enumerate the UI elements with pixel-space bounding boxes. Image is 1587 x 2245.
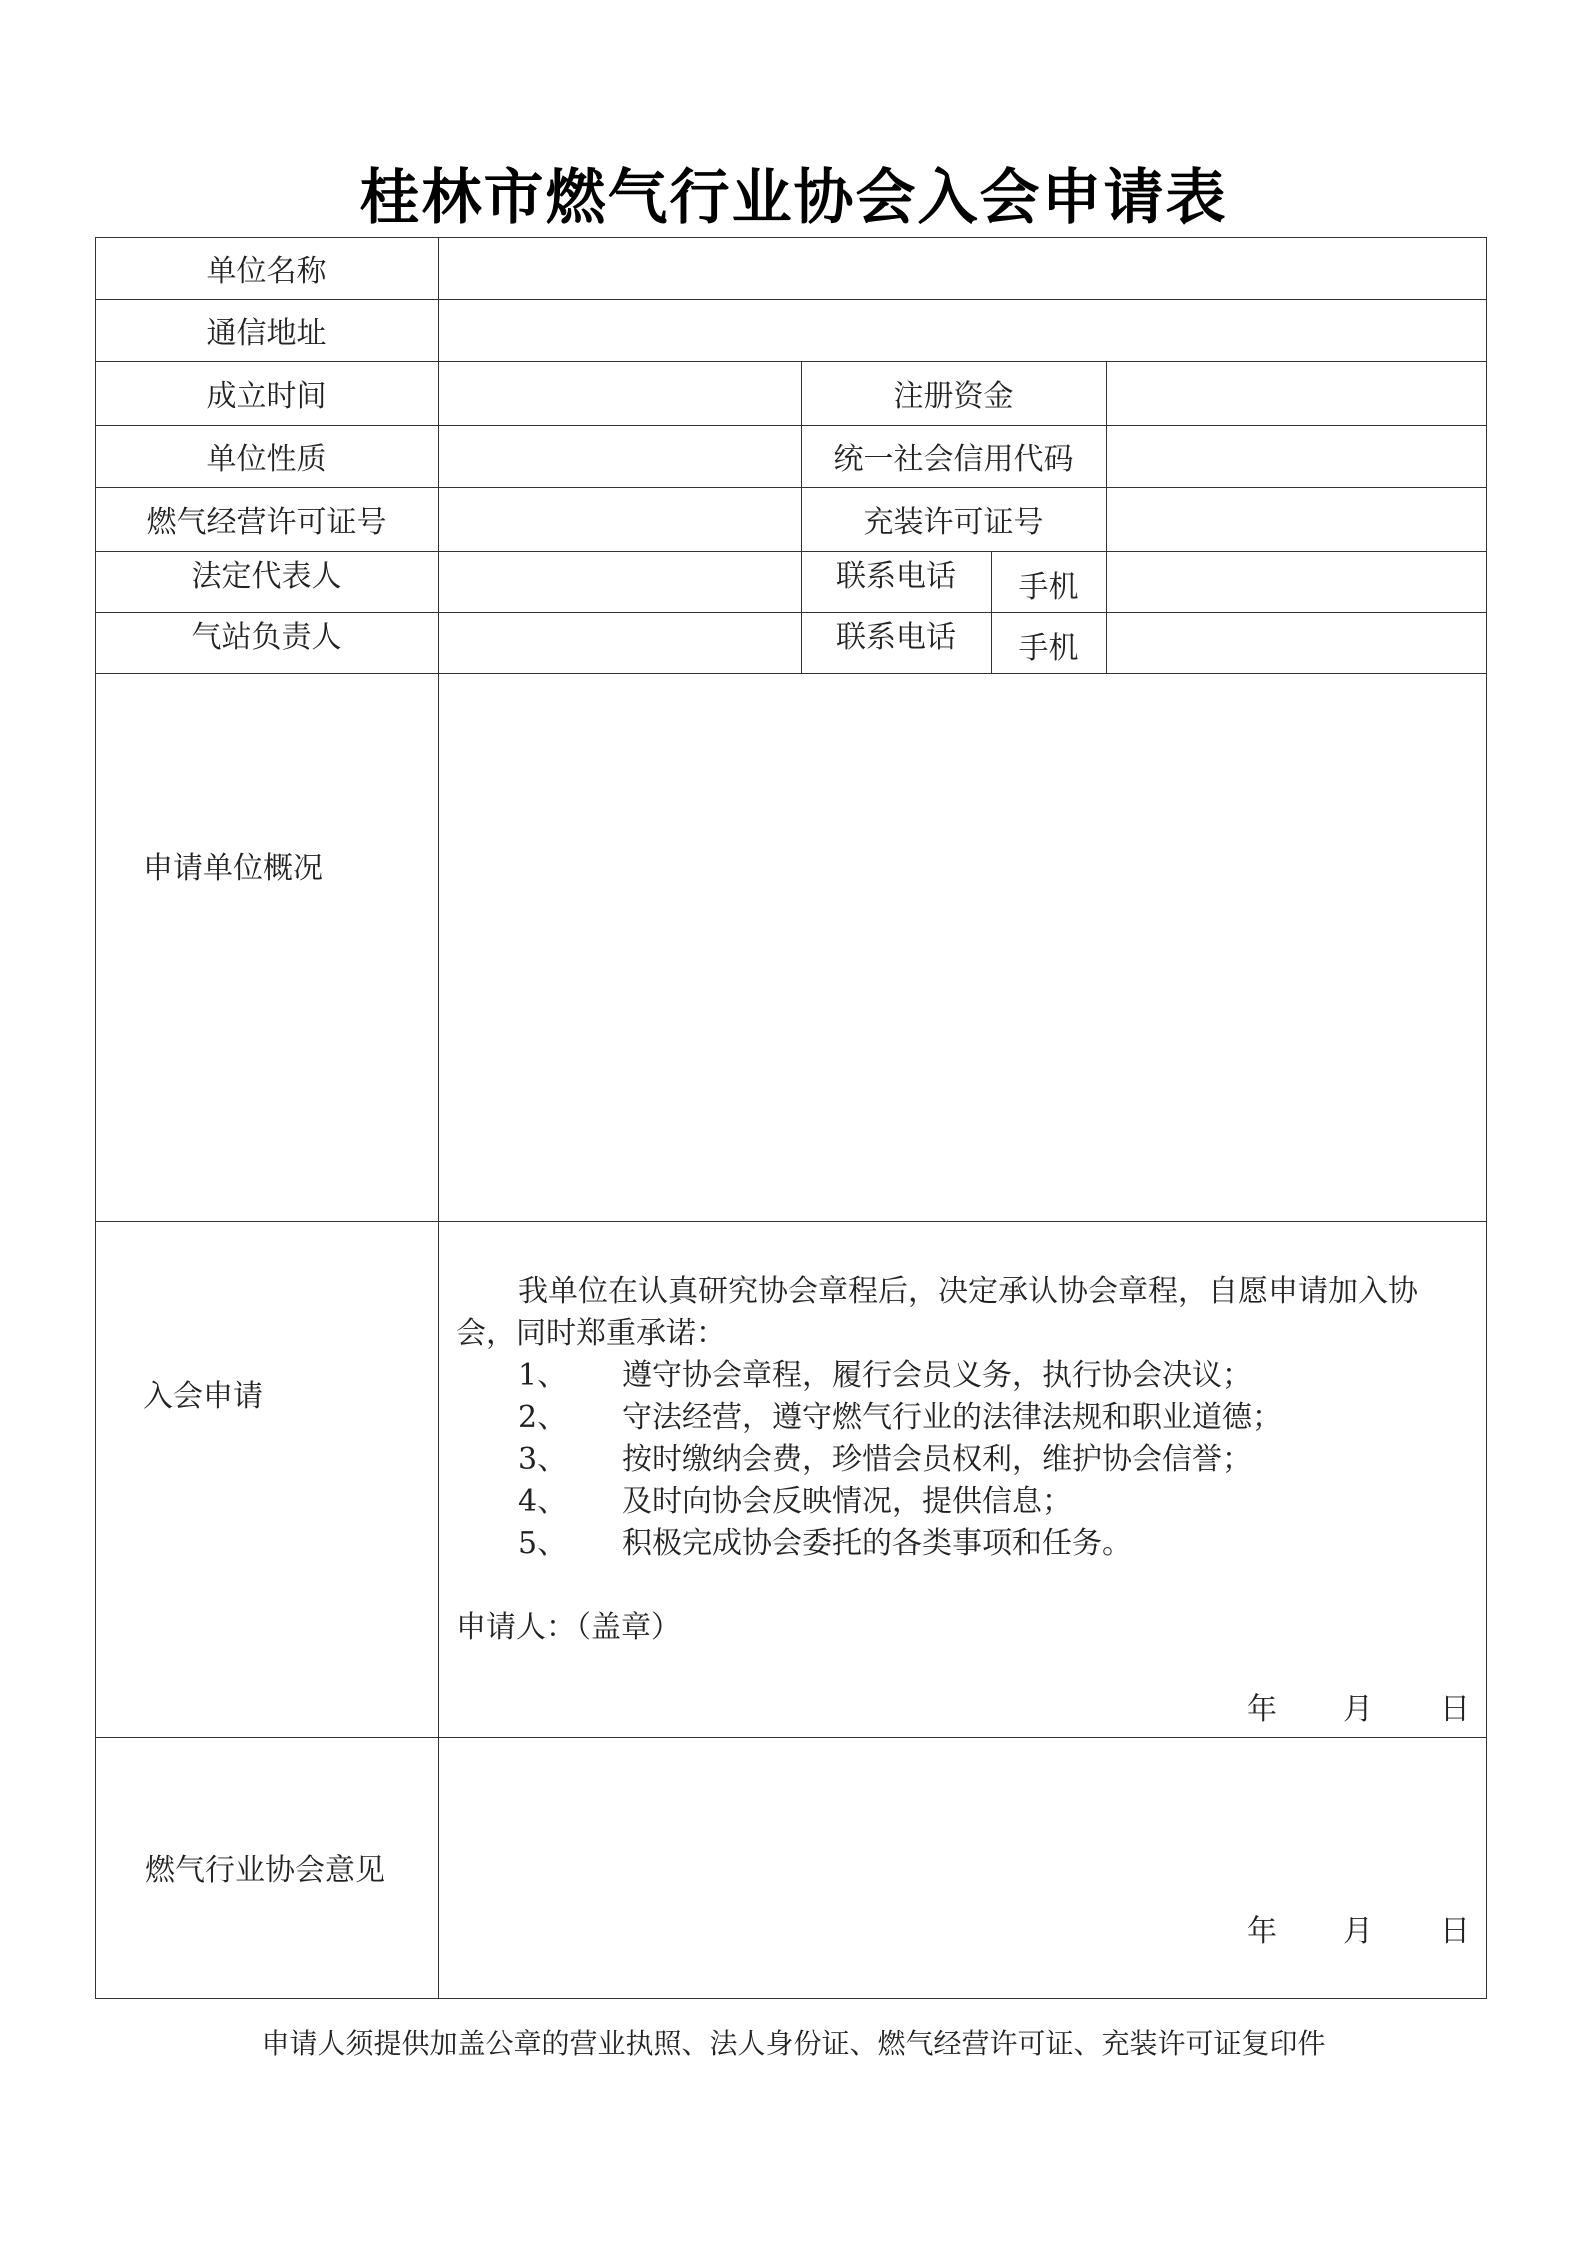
- commitment-number: 4、: [518, 1484, 568, 1519]
- opinion-date-day: 日: [1440, 1914, 1470, 1949]
- opinion-date-year: 年: [1247, 1914, 1277, 1949]
- commitment-text: 守法经营，遵守燃气行业的法律法规和职业道德；: [622, 1400, 1282, 1435]
- unit-name-field[interactable]: [440, 239, 1485, 297]
- commitment-text: 及时向协会反映情况，提供信息；: [622, 1484, 1072, 1519]
- opinion-label: 燃气行业协会意见: [145, 1853, 385, 1888]
- commitment-number: 1、: [518, 1358, 568, 1393]
- page-title: 桂林市燃气行业协会入会申请表: [359, 163, 1228, 233]
- application-paragraph-line: 我单位在认真研究协会章程后，决定承认协会章程，自愿申请加入协: [518, 1274, 1418, 1309]
- application-paragraph-line: 会，同时郑重承诺：: [456, 1316, 726, 1351]
- commitment-text: 按时缴纳会费，珍惜会员权利，维护协会信誉；: [622, 1442, 1252, 1477]
- commitment-number: 3、: [518, 1442, 568, 1477]
- filling-license-field[interactable]: [1108, 489, 1485, 549]
- applicant-seal-label: 申请人：（盖章）: [456, 1610, 681, 1645]
- filling-license-label: 充装许可证号: [863, 505, 1044, 540]
- station-head-field[interactable]: [440, 614, 800, 671]
- capital-label: 注册资金: [893, 379, 1014, 414]
- commitment-number: 2、: [518, 1400, 568, 1435]
- opinion-date-month: 月: [1343, 1914, 1373, 1949]
- application-date-month: 月: [1343, 1692, 1373, 1727]
- gas-license-label: 燃气经营许可证号: [146, 505, 387, 540]
- overview-label: 申请单位概况: [143, 851, 323, 886]
- unit-name-label: 单位名称: [206, 254, 327, 289]
- commitment-text: 遵守协会章程，履行会员义务，执行协会决议；: [622, 1358, 1252, 1393]
- application-label: 入会申请: [143, 1379, 263, 1414]
- application-date-day: 日: [1440, 1692, 1470, 1727]
- legal-rep-mobile-label: 手机: [1018, 570, 1079, 605]
- commitment-text: 积极完成协会委托的各类事项和任务。: [622, 1526, 1132, 1561]
- legal-rep-field[interactable]: [440, 553, 800, 610]
- nature-label: 单位性质: [206, 442, 327, 477]
- commitment-number: 5、: [518, 1526, 568, 1561]
- opinion-field[interactable]: [440, 1739, 1485, 1899]
- address-label: 通信地址: [206, 316, 327, 351]
- gas-license-field[interactable]: [440, 489, 800, 549]
- founded-label: 成立时间: [206, 379, 327, 414]
- nature-field[interactable]: [440, 427, 800, 485]
- legal-rep-phone-label: 联系电话: [836, 559, 956, 594]
- overview-field[interactable]: [440, 675, 1485, 1219]
- credit-code-field[interactable]: [1108, 427, 1485, 485]
- founded-field[interactable]: [440, 363, 800, 423]
- application-date-year: 年: [1247, 1692, 1277, 1727]
- footer-note: 申请人须提供加盖公章的营业执照、法人身份证、燃气经营许可证、充装许可证复印件: [261, 2027, 1326, 2060]
- station-head-mobile-field[interactable]: [1108, 614, 1485, 671]
- station-head-label: 气站负责人: [191, 620, 342, 655]
- credit-code-label: 统一社会信用代码: [833, 442, 1074, 477]
- legal-rep-mobile-field[interactable]: [1108, 553, 1485, 610]
- station-head-phone-label: 联系电话: [836, 620, 956, 655]
- station-head-mobile-label: 手机: [1018, 631, 1079, 666]
- legal-rep-label: 法定代表人: [191, 559, 342, 594]
- address-field[interactable]: [440, 301, 1485, 359]
- capital-field[interactable]: [1108, 363, 1485, 423]
